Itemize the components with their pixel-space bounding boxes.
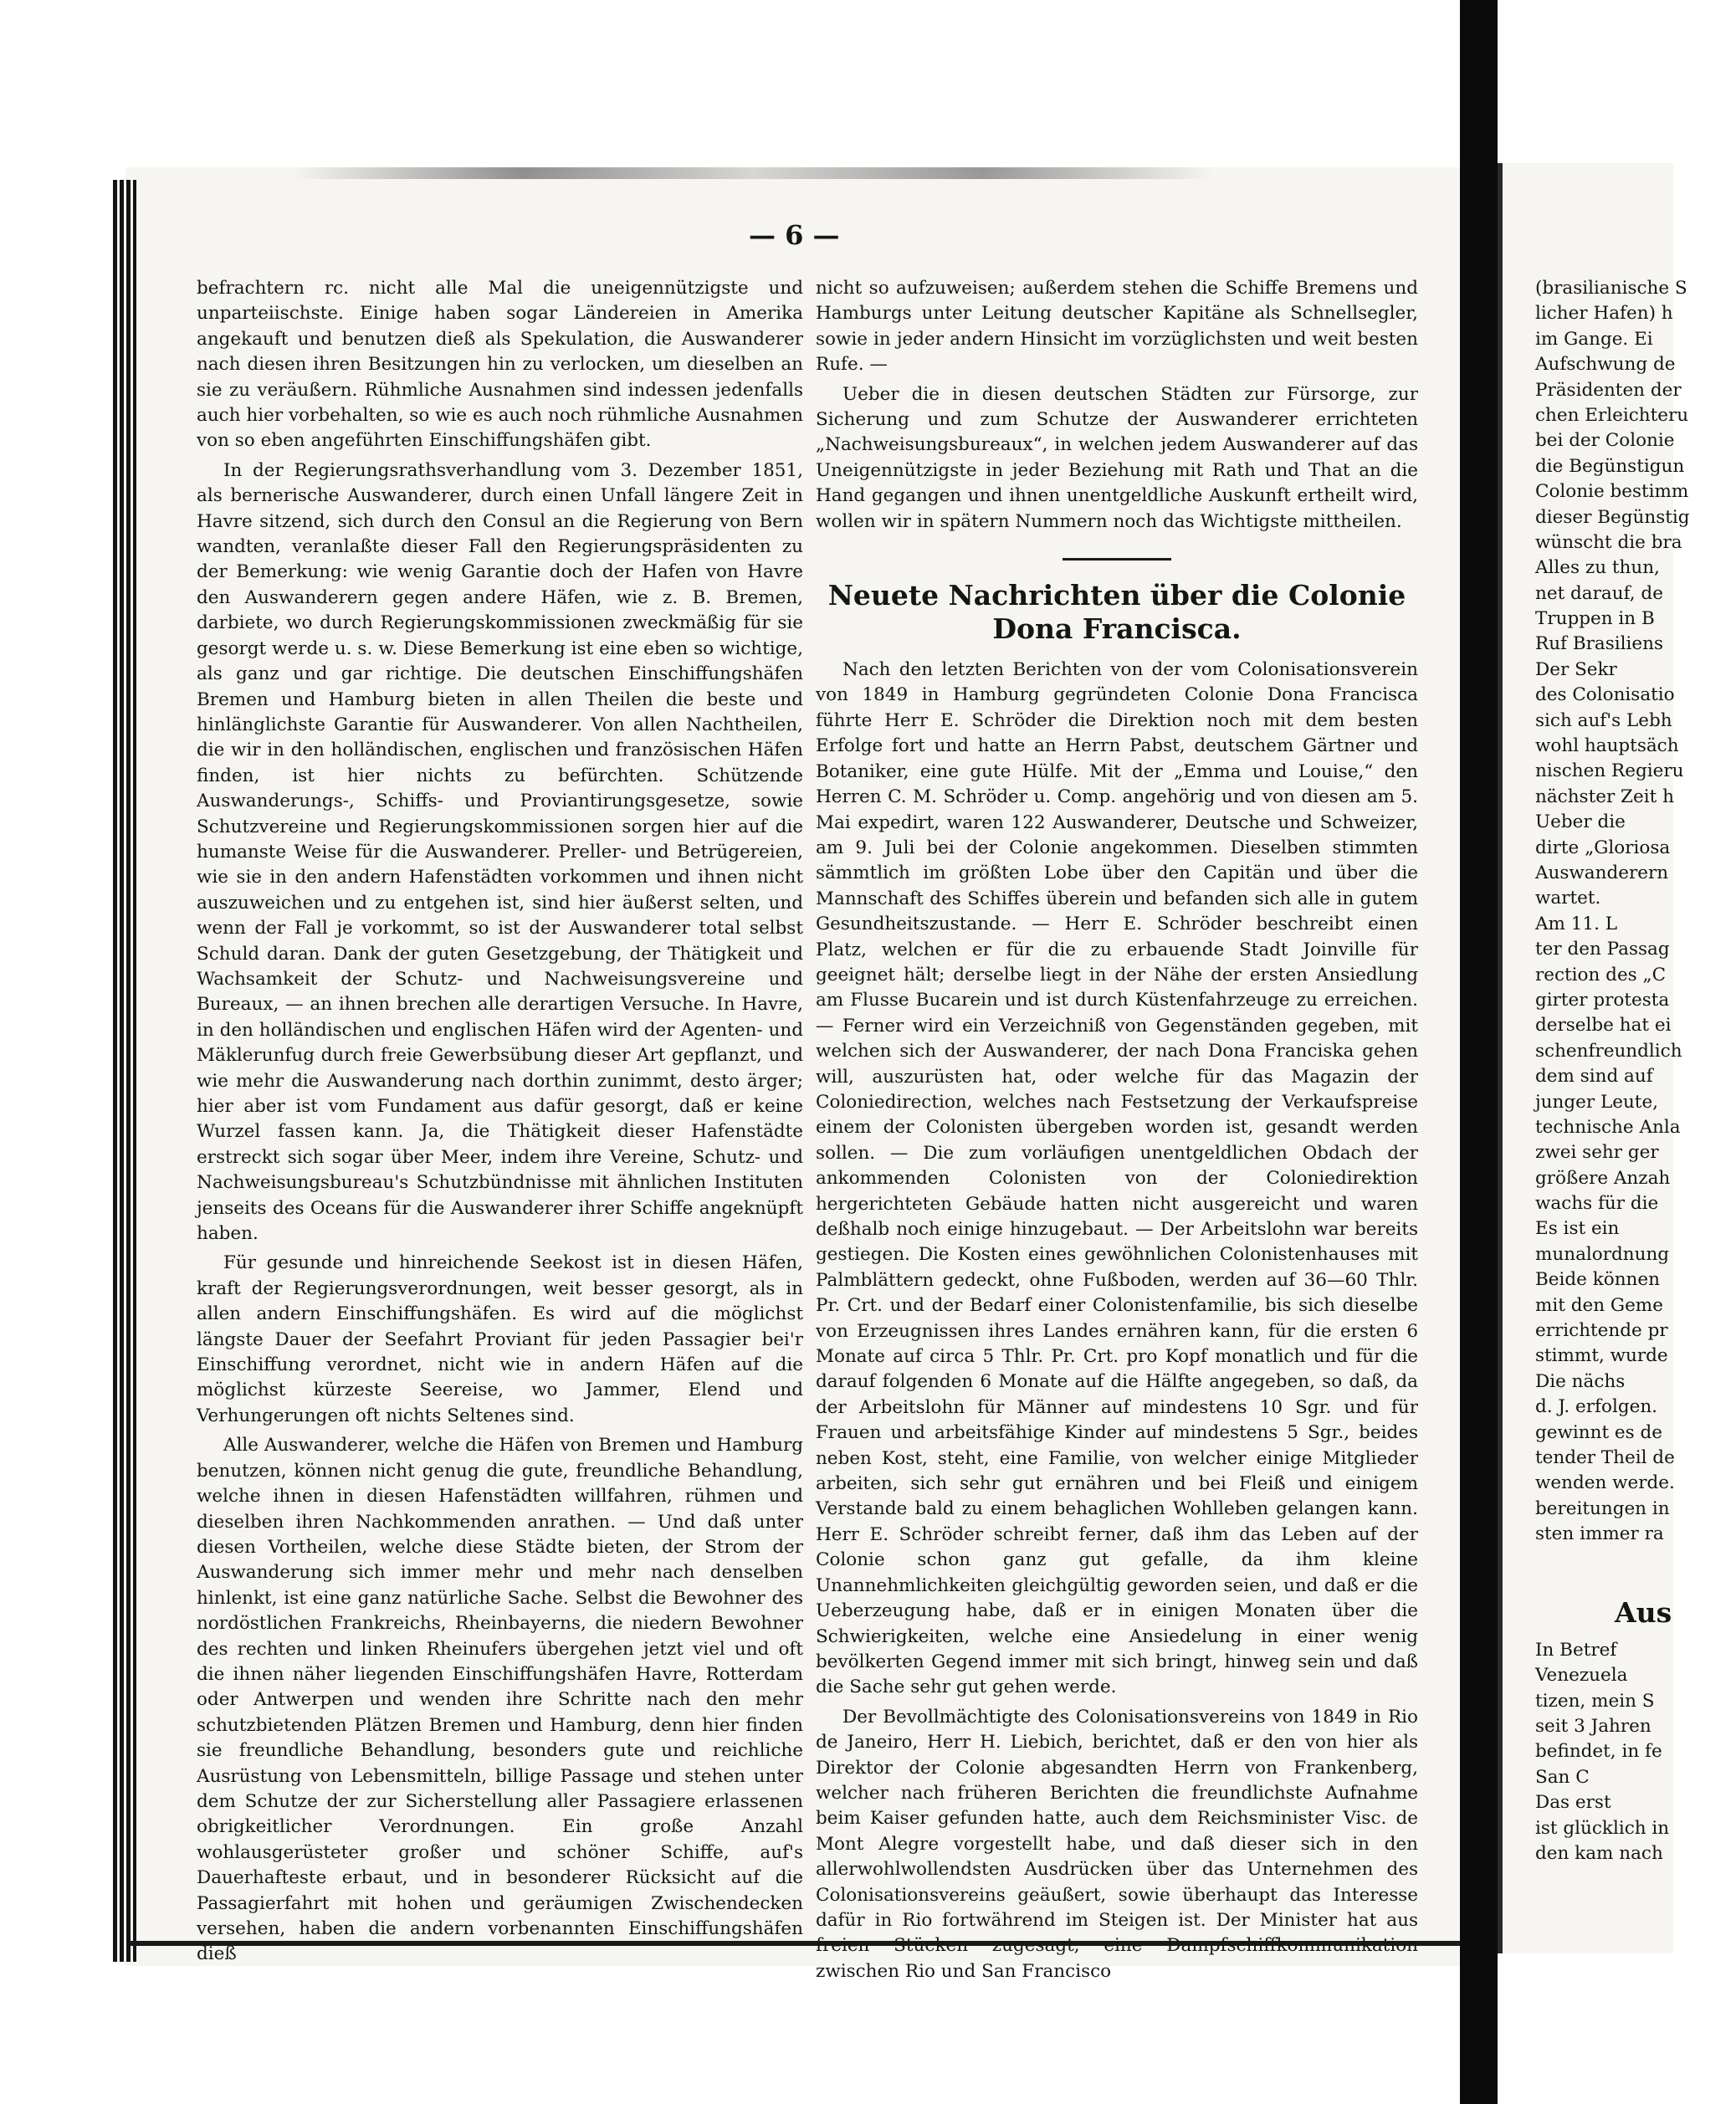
adjacent-text-line: junger Leute, (1535, 1091, 1659, 1113)
adjacent-text-line: derselbe hat ei (1535, 1015, 1672, 1037)
adjacent-text-line: wohl hauptsäch (1535, 735, 1679, 757)
paragraph: In der Regierungsrathsverhandlung vom 3. Dezember 1851, als bernerische Auswanderer, durch einen Unfall längere Zeit in Havre sitzend, sich durch den Consul an die Regierung von Bern wandten, veranlaßte dieser Fall den Regierungspräsidenten zu der Bemerkung: wie wenig Garantie doch der Hafen von Havre den Auswanderern gegen andere Häfen, wie z. B. Bremen, darbiete, wo durch Regierungskommissionen zweckmäßig für sie gesorgt werde u. s. w. Diese Bemerkung ist eine eben so wichtige, als ganz und gar richtige. Die deutschen Einschiffungshäfen Bremen und Hamburg bieten in allen Theilen die beste und hinlänglichste Garantie für Auswanderer. Von allen Nachtheilen, die wir in den holländischen, englischen und französischen Häfen finden, ist hier nichts zu befürchten. Schützende Auswanderungs-, Schiffs- und Proviantirungsgesetze, sowie Schutzvereine und Regierungskommissionen sorgen hier auf die humanste Weise für die Auswanderer. Preller- und Betrügereien, wie sie in den andern Hafenstädten vorkommen und ihnen nicht auszuweichen und zu entgehen ist, sind hier äußerst selten, und wenn der Fall je vorkommt, so ist der Auswanderer total selbst Schuld daran. Dank der guten Gesetzgebung, der Thätigkeit und Wachsamkeit der Schutz- und Nachweisungsvereine und Bureaux, — an ihnen brechen alle derartigen Versuche. In Havre, in den holländischen und englischen Häfen wird der Agenten- und Mäklerunfug durch freie Gewerbsübung dieser Art gepflanzt, und wie mehr die Auswanderung nach dorthin zunimmt, desto ärger; hier aber ist vom Fundament aus dafür gesorgt, daß er keine Wurzel fassen kann. Ja, die Thätigkeit dieser Hafenstädte erstreckt sich sogar über Meer, indem ihre Vereine, Schutz- und Nachweisungsbureau's Schutzbündnisse mit ähnlichen Instituten jenseits des Oceans für die Auswanderer ihrer Schiffe angeknüpft haben. (197, 459, 803, 1245)
adjacent-text-line: Das erst (1535, 1792, 1611, 1814)
adjacent-text-line: dieser Begünstig (1535, 506, 1690, 528)
adjacent-text-line: tizen, mein S (1535, 1690, 1655, 1712)
adjacent-text-line: girter protesta (1535, 989, 1670, 1011)
adjacent-text-line: Der Sekr (1535, 658, 1617, 680)
article-body (816, 658, 1418, 1984)
adjacent-text-line: Colonie bestimm (1535, 481, 1689, 503)
adjacent-text-line: dirte „Gloriosa (1535, 837, 1671, 858)
article-heading: Neuete Nachrichten über die Colonie Dona Francisca. (827, 579, 1406, 646)
adjacent-text-line: des Colonisatio (1535, 684, 1675, 706)
adjacent-text-line: zwei sehr ger (1535, 1142, 1659, 1164)
adjacent-text-line: Die nächs (1535, 1370, 1626, 1392)
adjacent-text-line: befindet, in fe (1535, 1741, 1662, 1763)
paragraph: Nach den letzten Berichten von der vom Colonisationsverein von 1849 in Hamburg gegründeten Colonie Dona Francisca führte Herr E. Schröder die Direktion noch mit dem besten Erfolge fort und hatte an Herrn Pabst, deutschem Gärtner und Botaniker, eine gute Hülfe. Mit der „Emma und Louise,“ den Herren C. M. Schröder u. Comp. angehörig und von diesen am 5. Mai expedirt, waren 122 Auswanderer, Deutsche und Schweizer, am 9. Juli bei der Colonie angekommen. Dieselben stimmten sämmtlich im größten Lobe über den Capitän und über die Mannschaft des Schiffes überein und befanden sich alle in gutem Gesundheitszustande. — Herr E. Schröder beschreibt einen Platz, welchen er für die zu erbauende Stadt Joinville für geeignet hält; derselbe liegt in der Nähe der ersten Ansiedlung am Flusse Bucarein und ist durch Küstenfahrzeuge zu erreichen. — Ferner wird ein Verzeichniß von Gegenständen gegeben, mit welchen sich der Auswanderer, der nach Dona Franciska gehen will, auszurüsten hat, oder welche für das Magazin der Coloniedirection, welches nach Festsetzung der Verkaufspreise einem der Colonisten übergeben worden ist, gesandt werden sollen. — Die zum vorläufigen unentgeldlichen Obdach der ankommenden Colonisten von der Coloniedirektion hergerichteten Gebäude hatten nicht ausgereicht und waren deßhalb noch einige hinzugebaut. — Der Arbeitslohn war bereits gestiegen. Die Kosten eines gewöhnlichen Colonistenhauses mit Palmblättern gedeckt, ohne Fußboden, werden auf 36—60 Thlr. Pr. Crt. und der Bedarf einer Colonistenfamilie, bis sich dieselbe von Erzeugnissen ihres Landes ernähren kann, für die ersten 6 Monate auf circa 5 Thlr. Pr. Crt. pro Kopf monatlich und für die darauf folgenden 6 Monate auf die Hälfte angegeben, so daß, da der Arbeitslohn für Männer auf mindestens 10 Sgr. und für Frauen und arbeitsfähige Kinder auf mindestens 5 Sgr., beides neben Kost, steht, eine Familie, von welcher einige Mitglieder arbeiten, sich sehr gut ernähren und bei Fleiß und einigem Verstande bald zu einem behaglichen Wohlleben gelangen kann. Herr E. Schröder schreibt ferner, daß ihm das Leben auf der Colonie schon ganz gut gefalle, da ihm kleine Unannehmlichkeiten gleichgültig geworden seien, und daß er die Ueberzeugung habe, daß er in einigen Monaten über die Schwierigkeiten, welche eine Ansiedelung in einer wenig bevölkerten Gegend immer mit sich bringt, hinweg sein und daß die Sache sehr gut gehen werde. (816, 659, 1418, 1698)
adjacent-text-line: im Gange. Ei (1535, 328, 1653, 350)
adjacent-text-line: stimmt, wurde (1535, 1345, 1668, 1367)
paragraph: Ueber die in diesen deutschen Städten zur Fürsorge, zur Sicherung und zum Schutze der Auswanderer errichteten „Nachweisungsbureaux“, in welchen jedem Auswanderer auf das Uneigennützigste in jeder Beziehung mit Rath und That an die Hand gegangen und ihnen unentgeldliche Auskunft ertheilt wird, wollen wir in spätern Nummern noch das Wichtigste mittheilen. (816, 383, 1418, 532)
adjacent-text-line: tender Theil de (1535, 1446, 1675, 1468)
paragraph: befrachtern rc. nicht alle Mal die uneigennützigste und unparteiischste. Einige haben sogar Ländereien in Amerika angekauft und benutzen dieß als Spekulation, die Auswanderer nach diesen ihren Besitzungen hin zu verlocken, um dieselben an sie zu veräußern. Rühmliche Ausnahmen sind indessen jedenfalls auch hier vorbehalten, so wie es auch noch rühmliche Ausnahmen von so eben angeführten Einschiffungshäfen gibt. (197, 278, 803, 452)
adjacent-text-line: errichtende pr (1535, 1320, 1668, 1342)
adjacent-text-line: Am 11. L (1535, 913, 1618, 934)
adjacent-text-line: In Betref (1535, 1639, 1617, 1661)
adjacent-text-line: Ruf Brasiliens (1535, 633, 1663, 655)
paragraph: Der Bevollmächtigte des Colonisationsvereins von 1849 in Rio de Janeiro, Herr H. Liebich, berichtet, daß er den von hier als Direktor der Colonie abgesandten Herrn von Frankenberg, welcher nach früheren Berichten die freundlichste Aufnahme beim Kaiser gefunden hatte, auch dem Reichsminister Visc. de Mont Alegre vorgestellt habe, und daß dieser sich in den allerwohlwollendsten Ausdrücken über das Unternehmen des Colonisationsvereins geäußert, sowie überhaupt das Interesse dafür in Rio fortwährend im Steigen ist. Der Minister hat aus freien Stücken zugesagt, eine Dampfschiffkommunikation zwischen Rio und San Francisco (816, 1706, 1418, 1982)
adjacent-text-line: bereitungen in (1535, 1497, 1670, 1519)
adjacent-text-line: seit 3 Jahren (1535, 1716, 1652, 1738)
adjacent-text-line: wartet. (1535, 888, 1601, 909)
adjacent-text-line: munalordnung (1535, 1243, 1670, 1265)
adjacent-text-line: nächster Zeit h (1535, 786, 1674, 807)
adjacent-text-line: Truppen in B (1535, 608, 1655, 630)
adjacent-text-line: rection des „C (1535, 964, 1667, 985)
adjacent-text-line: ter den Passag (1535, 939, 1670, 960)
adjacent-text-line: die Begünstigun (1535, 455, 1685, 477)
adjacent-text-line: Venezuela (1535, 1665, 1628, 1687)
adjacent-text-line: sich auf's Lebh (1535, 709, 1672, 731)
adjacent-text-line: mit den Geme (1535, 1294, 1663, 1316)
page-number: — 6 — (749, 219, 840, 251)
adjacent-text-line: technische Anla (1535, 1116, 1681, 1138)
adjacent-text-line: chen Erleichteru (1535, 404, 1689, 426)
binding-edge (113, 180, 136, 1962)
adjacent-text-line: Präsidenten der (1535, 379, 1682, 401)
adjacent-text-line: bei der Colonie (1535, 430, 1675, 452)
adjacent-text-line: ist glücklich in (1535, 1817, 1670, 1839)
adjacent-text-line: San C (1535, 1766, 1590, 1788)
adjacent-text-line: wenden werde. (1535, 1472, 1675, 1494)
middle-column (816, 276, 1418, 1989)
adjacent-text-line: größere Anzah (1535, 1167, 1671, 1189)
adjacent-text-line: gewinnt es de (1535, 1421, 1663, 1443)
adjacent-text-line: Auswanderern (1535, 862, 1669, 883)
left-column (197, 276, 803, 1972)
book-gutter (1460, 0, 1498, 2104)
adjacent-text-line: d. J. erfolgen. (1535, 1396, 1657, 1418)
adjacent-text-line: Aufschwung de (1535, 354, 1676, 376)
section-divider (1063, 558, 1171, 561)
adjacent-text-line: licher Hafen) h (1535, 303, 1673, 325)
adjacent-text-line: Es ist ein (1535, 1218, 1620, 1240)
adjacent-page-edge (1498, 163, 1503, 1953)
paragraph: nicht so aufzuweisen; außerdem stehen die Schiffe Bremens und Hamburgs unter Leitung deutscher Kapitäne als Schnellsegler, sowie in jeder andern Hinsicht im vorzüglichsten und weit besten Rufe. — (816, 278, 1418, 376)
paragraph: Alle Auswanderer, welche die Häfen von Bremen und Hamburg benutzen, können nicht genug die gute, freundliche Behandlung, welche ihnen in diesen Hafenstädten willfahren, rühmen und dieselben ihren Nachkommenden anrathen. — Und daß unter diesen Vortheilen, welche diese Städte bieten, der Strom der Auswanderung sich immer mehr und mehr nach denselben hinlenkt, ist eine ganz natürliche Sache. Selbst die Bewohner des nordöstlichen Frankreichs, Rheinbayerns, die niedern Bewohner des rechten und linken Rheinufers übergehen jetzt viel und oft die ihnen näher liegenden Einschiffungshäfen Havre, Rotterdam oder Antwerpen und wenden ihre Schritte nach den mehr schutzbietenden Plätzen Bremen und Hamburg, denn hier finden sie freundliche Behandlung, besonders gute und reichliche Ausrüstung von Lebensmitteln, billige Passage und stehen unter dem Schutze der zur Sicherstellung aller Passagiere erlassenen obrigkeitlicher Verordnungen. Ein große Anzahl wohlausgerüsteter großer und schöner Schiffe, auf's Dauerhafteste erbaut, und in besonderer Rücksicht auf die Passagierfahrt mit hohen und geräumigen Zwischendecken versehen, haben die andern vorbenannten Einschiffungshäfen dieß (197, 1435, 803, 1965)
adjacent-text-line: nischen Regieru (1535, 760, 1684, 782)
adjacent-text-line: wünscht die bra (1535, 531, 1682, 553)
paragraph: Für gesunde und hinreichende Seekost ist in diesen Häfen, kraft der Regierungsverordnungen, weit besser gesorgt, als in allen andern Einschiffungshäfen. Es wird auf die möglichst längste Dauer der Seefahrt Proviant für jeden Passagier bei'r Einschiffung verordnet, nicht wie in andern Häfen auf die möglichst kürzeste Seereise, wo Jammer, Elend und Verhungerungen oft nichts Seltenes sind. (197, 1252, 803, 1426)
adjacent-text-line: Ueber die (1535, 811, 1626, 833)
adjacent-text-line (1535, 1548, 1736, 1573)
adjacent-text-line: wachs für die (1535, 1193, 1659, 1215)
print-smudge (293, 167, 1213, 179)
middle-intro (816, 276, 1418, 535)
adjacent-text-line: den kam nach (1535, 1843, 1663, 1865)
adjacent-text-line: sten immer ra (1535, 1523, 1664, 1545)
adjacent-heading: Aus (1615, 1595, 1672, 1629)
adjacent-text-line: Alles zu thun, (1535, 557, 1660, 579)
adjacent-page-column (1535, 276, 1736, 1866)
adjacent-text-line: Beide können (1535, 1269, 1660, 1291)
adjacent-text-line: schenfreundlich (1535, 1040, 1682, 1062)
adjacent-text-line: dem sind auf (1535, 1066, 1653, 1088)
adjacent-text-line: net darauf, de (1535, 582, 1663, 604)
adjacent-text-line: (brasilianische S (1535, 278, 1687, 299)
